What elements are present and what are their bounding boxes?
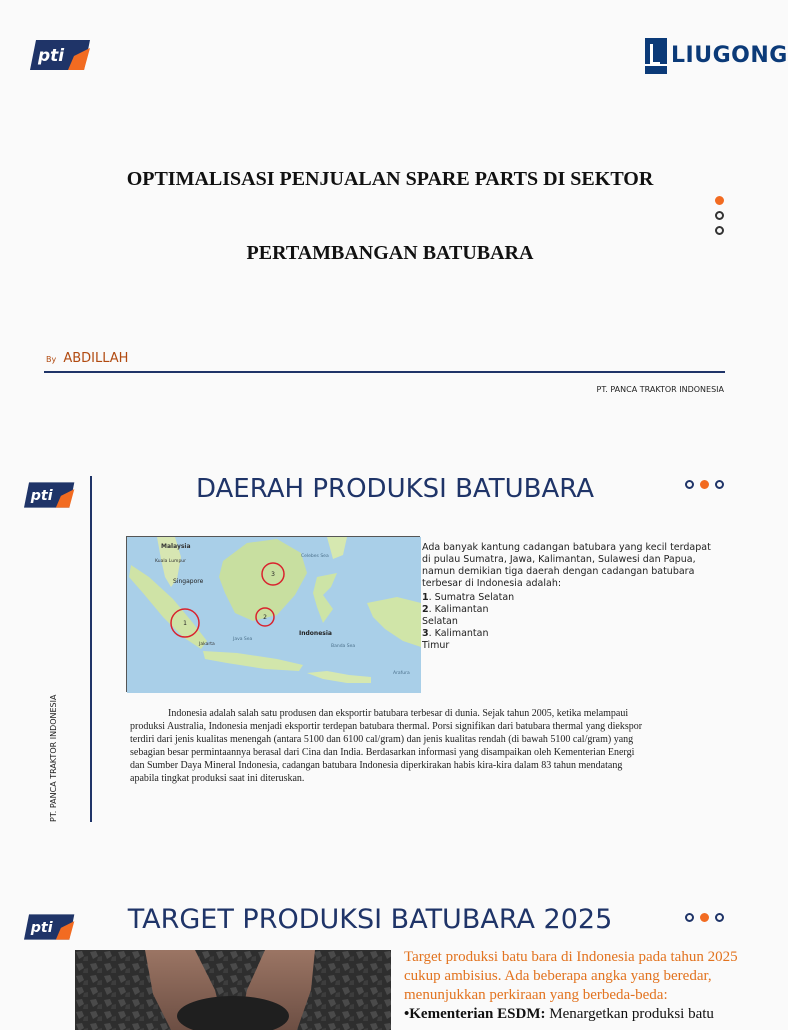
liugong-logo [645, 38, 788, 72]
title-line-2: PERTAMBANGAN BATUBARA [246, 242, 534, 264]
list-item-text: . Sumatra Selatan [428, 592, 515, 603]
bullet-text: Menargetkan produksi batu [545, 1006, 714, 1022]
slide-title: DAERAH PRODUKSI BATUBARA [195, 474, 595, 504]
map-label-malaysia: Malaysia [161, 543, 191, 550]
dot-filled-icon [700, 480, 709, 489]
marker-3-label: 3 [271, 571, 275, 578]
map-label-banda-sea: Banda Sea [331, 644, 356, 649]
by-label: By [46, 355, 57, 364]
dot-outline-icon [715, 913, 724, 922]
coal-hands-photo [75, 950, 391, 1030]
slide-title: TARGET PRODUKSI BATUBARA 2025 [127, 904, 613, 935]
marker-2-label: 2 [263, 614, 267, 621]
pti-logo [30, 38, 92, 72]
list-item [422, 628, 492, 652]
slide-dots-horizontal [685, 480, 724, 489]
target-intro: Target produksi batu bara di Indonesia pada tahun 2025 cukup ambisius. Ada beberapa angka yang beredar, menunjukkan perkiraan yang berbeda-beda: [404, 949, 738, 1003]
list-item-text: . Kalimantan Selatan [422, 604, 489, 627]
map-svg [127, 537, 421, 693]
pti-logo-text: pti [30, 488, 53, 505]
marker-1-label: 1 [183, 620, 187, 627]
dot-outline-icon [685, 480, 694, 489]
indonesia-map [126, 536, 420, 692]
vertical-company-name: PT. PANCA TRAKTOR INDONESIA [49, 694, 58, 822]
map-label-indonesia: Indonesia [299, 630, 332, 637]
map-label-singapore: Singapore [173, 578, 204, 585]
list-item-number: 3 [422, 628, 429, 639]
map-label-java-sea: Java Sea [233, 637, 253, 642]
production-target-text [404, 948, 744, 1024]
slide-dots-vertical [715, 196, 725, 241]
list-item [422, 604, 492, 628]
slide-coal-regions [0, 440, 768, 860]
map-label-jakarta: Jakarta [199, 642, 215, 647]
pti-logo [24, 912, 76, 942]
coal-production-paragraph: Indonesia adalah salah satu produsen dan eksportir batubara terbesar di dunia. Sejak tahun 2005, ketika melampaui produksi Australia, Indonesia menjadi eksportir terdepan batubara thermal. Porsi signifikan dari batubara thermal yang diekspor terdiri dari jenis kualitas menengah (antara 5100 dan 6100 cal/gram) dan jenis kualitas rendah (di bawah 5100 cal/gram) yang sebagian besar permintaannya berasal dari Cina dan India. Berdasarkan informasi yang disampaikan oleh Kementerian Energi dan Sumber Daya Mineral Indonesia, cadangan batubara Indonesia diperkirakan habis kira-kira dalam 83 tahun mendatang apabila tingkat produksi saat ini diteruskan. [130, 708, 643, 784]
map-label-celebes-sea: Celebes Sea [301, 554, 329, 559]
liugong-logo-text: LIUGONG [671, 42, 788, 68]
slide-production-target [0, 870, 768, 1024]
dot-filled-icon [715, 196, 724, 205]
list-item-number: 2 [422, 604, 429, 615]
regions-intro: Ada banyak kantung cadangan batubara yang kecil terdapat di pulau Sumatra, Jawa, Kalimantan, Sulawesi dan Papua, namun demikian tiga daerah dengan cadangan batubara terbesar di Indonesia adalah: [422, 542, 711, 589]
target-bullet [404, 1005, 744, 1024]
list-item [422, 592, 722, 604]
pti-logo-text: pti [30, 920, 53, 937]
pti-logo-text: pti [38, 46, 65, 66]
slide-dots-horizontal [685, 913, 724, 922]
divider-line [44, 371, 725, 373]
dot-outline-icon [715, 211, 724, 220]
dot-outline-icon [685, 913, 694, 922]
vertical-divider [90, 476, 92, 822]
author-name: ABDILLAH [63, 351, 129, 366]
dot-filled-icon [700, 913, 709, 922]
pti-logo [24, 480, 76, 510]
map-label-arafura: Arafura [393, 671, 410, 676]
list-item-text: . Kalimantan Timur [422, 628, 489, 651]
map-label-kuala-lumpur: Kuala Lumpur [155, 559, 186, 564]
company-name: PT. PANCA TRAKTOR INDONESIA [596, 385, 724, 394]
author-line [46, 347, 128, 366]
slide-title [0, 0, 788, 430]
dot-outline-icon [715, 480, 724, 489]
list-item-number: 1 [422, 592, 429, 603]
title-line-1: OPTIMALISASI PENJUALAN SPARE PARTS DI SEKTOR [126, 168, 654, 190]
bullet-label: •Kementerian ESDM: [404, 1006, 546, 1022]
regions-list [422, 592, 722, 652]
coal-regions-description [422, 542, 722, 652]
dot-outline-icon [715, 226, 724, 235]
liugong-mark-icon [645, 38, 667, 72]
